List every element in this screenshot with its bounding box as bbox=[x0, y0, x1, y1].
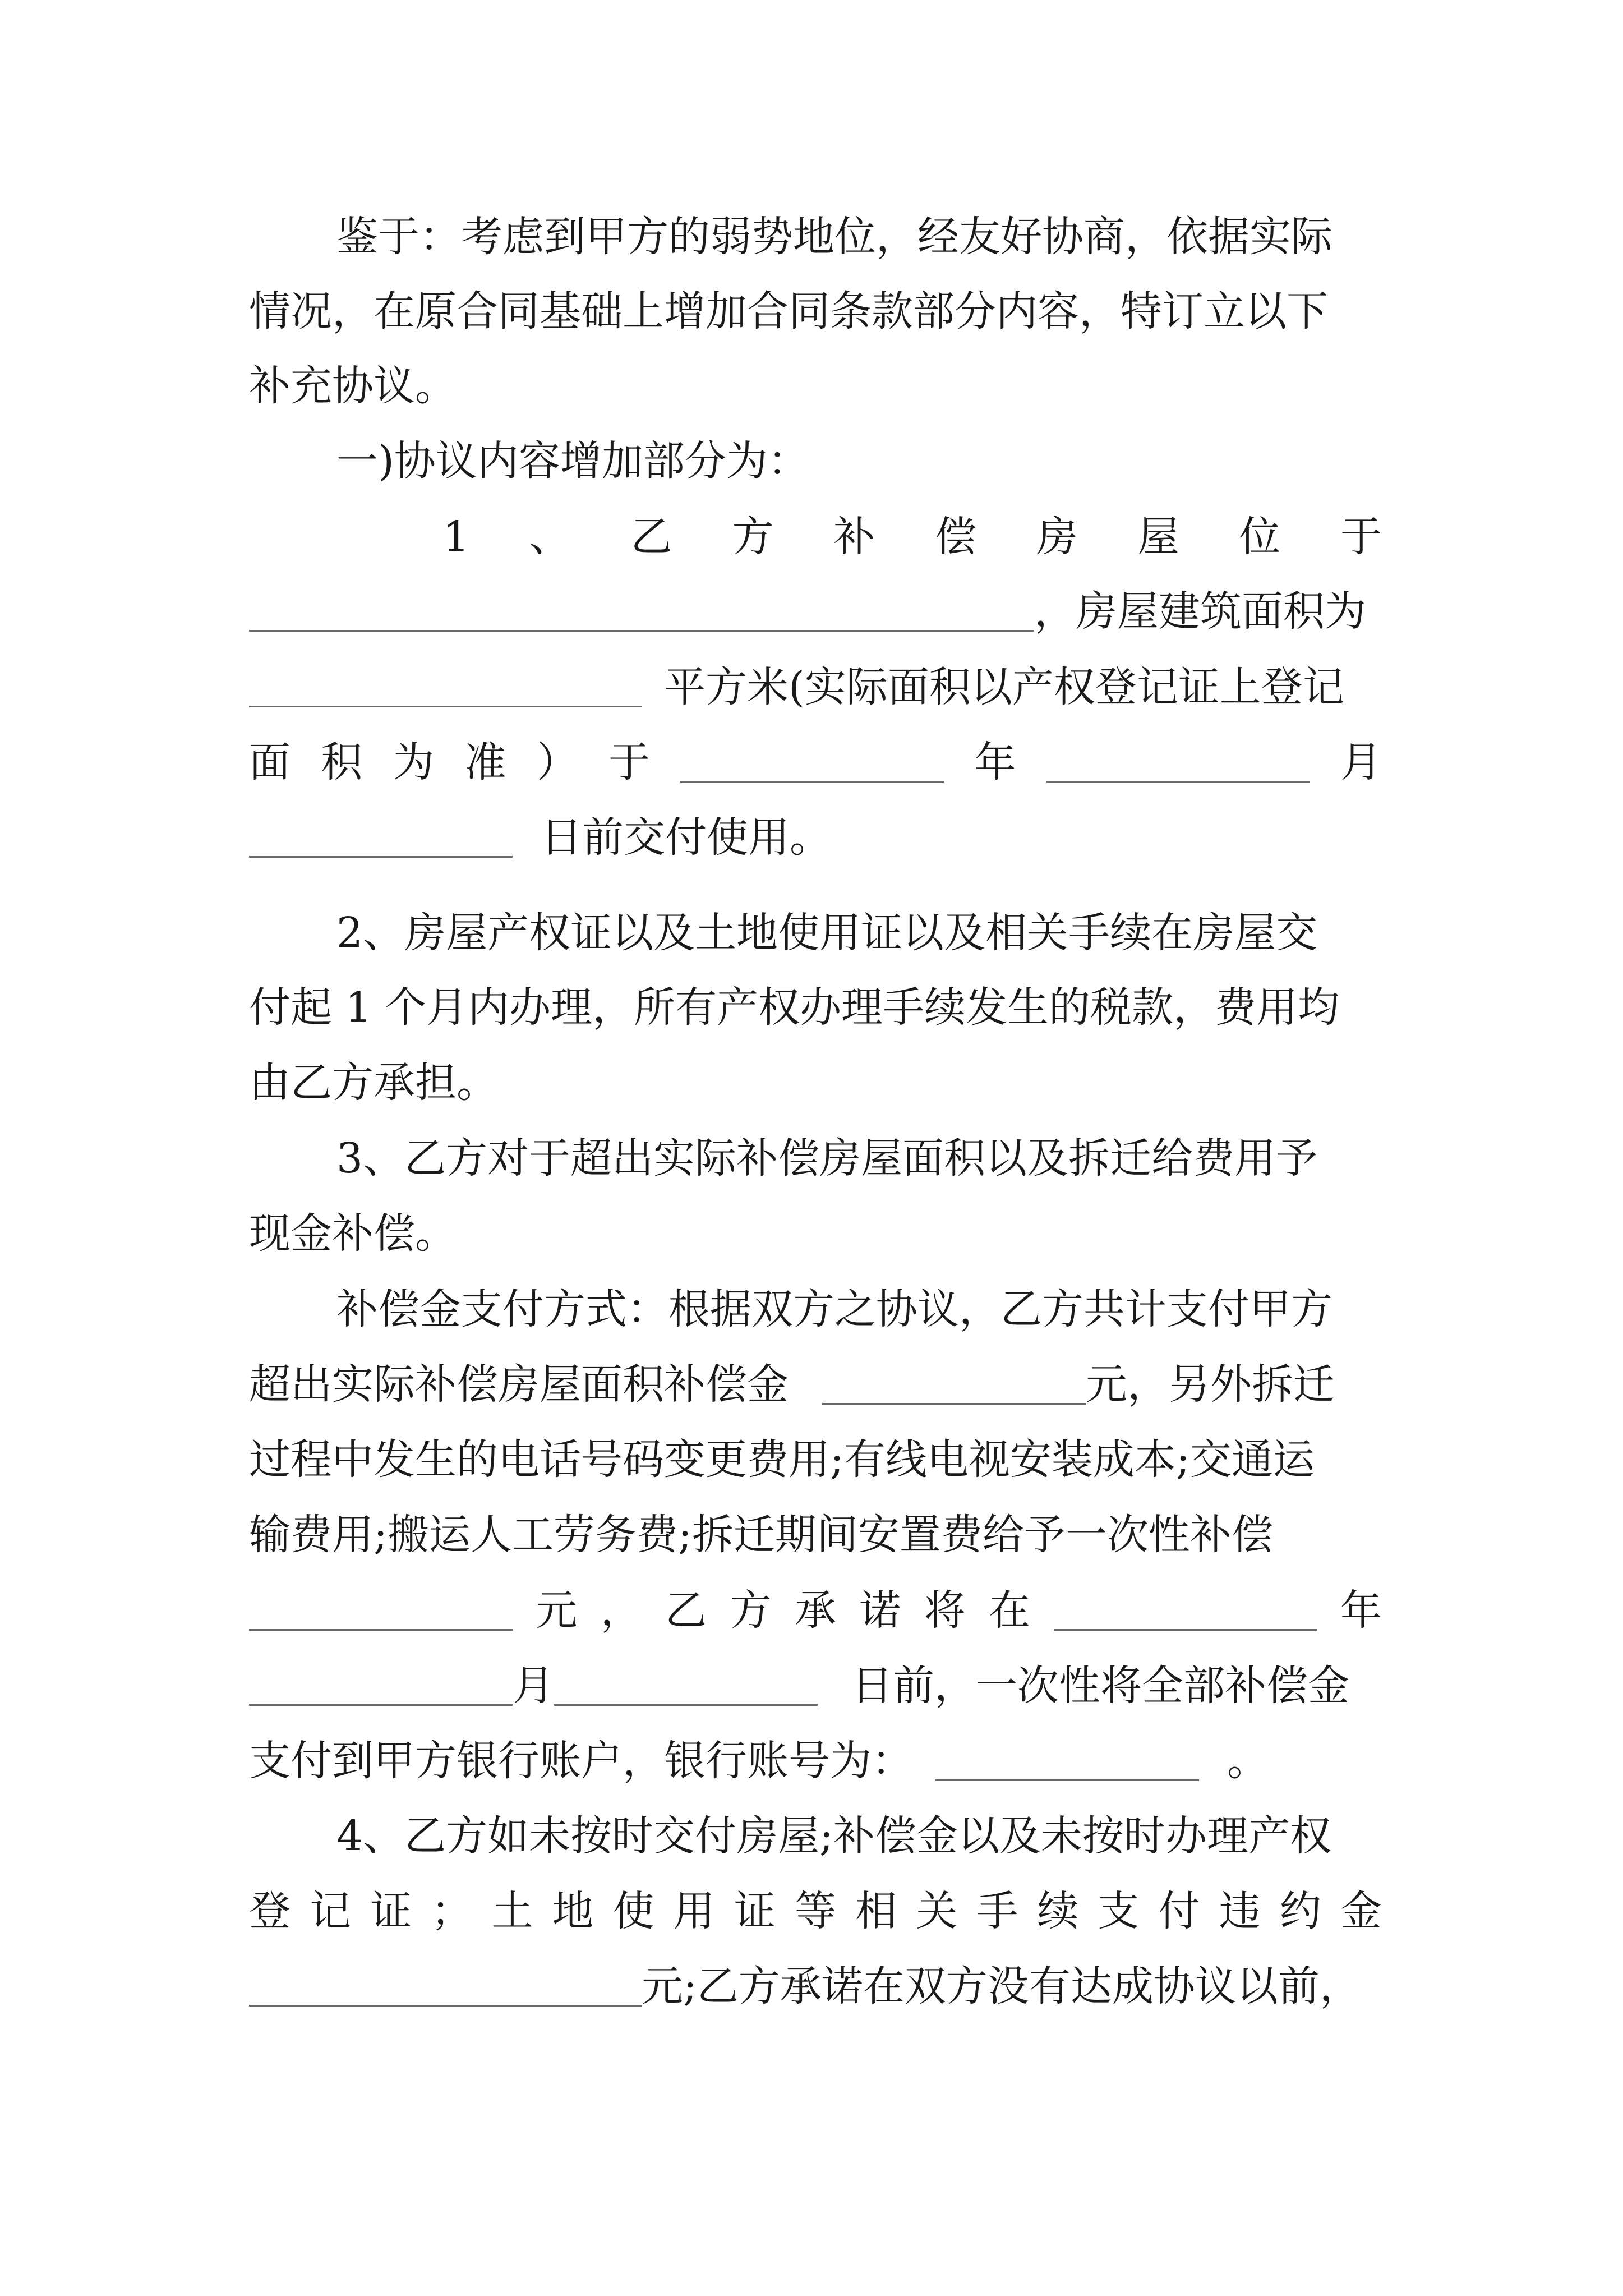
item4-char: 等 bbox=[794, 1887, 836, 1935]
payment-year-blank[interactable] bbox=[1054, 1590, 1317, 1631]
item4-char: 支 bbox=[1098, 1887, 1140, 1935]
payment-yuan-text: 元，另外拆迁 bbox=[1086, 1360, 1335, 1409]
payment-month-blank[interactable] bbox=[249, 1665, 513, 1706]
item4-line-3 bbox=[249, 1958, 1382, 2014]
payment-char: 在 bbox=[989, 1586, 1031, 1635]
excess-compensation-blank[interactable] bbox=[822, 1364, 1086, 1405]
item1-line-4 bbox=[249, 734, 1382, 790]
item1-char: 于 bbox=[608, 738, 651, 786]
item4-char: 续 bbox=[1037, 1887, 1079, 1935]
item4-char: 手 bbox=[976, 1887, 1018, 1935]
item1-char: 、 bbox=[529, 513, 571, 561]
item4-char: 土 bbox=[491, 1887, 533, 1935]
item4-char: 证 bbox=[370, 1887, 412, 1935]
payment-line-1: 补偿金支付方式：根据双方之协议，乙方共计支付甲方 bbox=[336, 1285, 1332, 1333]
item4-char: 金 bbox=[1340, 1887, 1382, 1935]
item1-char: 为 bbox=[393, 738, 435, 786]
area-blank[interactable] bbox=[249, 666, 642, 707]
item1-char: 补 bbox=[833, 513, 875, 561]
item1-line-2 bbox=[249, 583, 1382, 639]
payment-char: ， bbox=[600, 1586, 642, 1635]
delivery-month-blank[interactable] bbox=[1046, 742, 1310, 783]
payment-line-6 bbox=[249, 1658, 1382, 1714]
period: 。 bbox=[1227, 1737, 1269, 1785]
item1-line-5 bbox=[249, 809, 1382, 866]
lump-sum-blank[interactable] bbox=[249, 1590, 513, 1631]
item4-char: 相 bbox=[855, 1887, 897, 1935]
year-label: 年 bbox=[1340, 1586, 1382, 1635]
delivery-year-blank[interactable] bbox=[680, 742, 944, 783]
payment-line-3: 过程中发生的电话号码变更费用;有线电视安装成本;交通运 bbox=[249, 1435, 1315, 1484]
item1-line-3 bbox=[249, 659, 1382, 715]
payment-char: 将 bbox=[924, 1586, 966, 1635]
item1-area-label: ，房屋建筑面积为 bbox=[1034, 587, 1366, 636]
delivery-day-blank[interactable] bbox=[249, 817, 513, 858]
item4-line-2 bbox=[249, 1883, 1382, 1939]
item4-char: 使 bbox=[612, 1887, 654, 1935]
item1-char: 1 bbox=[443, 513, 470, 561]
item1-char: 偿 bbox=[934, 513, 976, 561]
item4-char: 证 bbox=[734, 1887, 776, 1935]
payment-excess-label: 超出实际补偿房屋面积补偿金 bbox=[249, 1360, 789, 1409]
item1-char: 积 bbox=[321, 738, 363, 786]
item4-char: 记 bbox=[310, 1887, 352, 1935]
payment-line-4: 输费用;搬运人工劳务费;拆迁期间安置费给予一次性补偿 bbox=[249, 1511, 1273, 1559]
payment-deadline-text: 日前，一次性将全部补偿金 bbox=[851, 1662, 1349, 1710]
item1-area-unit: 平方米(实际面积以产权登记证上登记 bbox=[664, 663, 1344, 711]
item1-char: 屋 bbox=[1137, 513, 1179, 561]
item1-char: 准 bbox=[464, 738, 506, 786]
item4-char: 地 bbox=[552, 1887, 594, 1935]
month-label: 月 bbox=[513, 1662, 554, 1710]
intro-line-2: 情况，在原合同基础上增加合同条款部分内容，特订立以下 bbox=[249, 287, 1328, 335]
item4-line-1: 4、乙方如未按时交付房屋;补偿金以及未按时办理产权 bbox=[336, 1812, 1332, 1860]
payment-line-5 bbox=[249, 1582, 1382, 1639]
intro-line-3: 补充协议。 bbox=[249, 362, 457, 410]
item4-char: 用 bbox=[673, 1887, 715, 1935]
item1-line-1 bbox=[443, 509, 1382, 565]
item4-char: ； bbox=[431, 1887, 473, 1935]
year-label: 年 bbox=[974, 738, 1016, 786]
payment-char: 元 bbox=[536, 1586, 578, 1635]
item1-char: 房 bbox=[1036, 513, 1078, 561]
item1-char: 面 bbox=[249, 738, 291, 786]
item4-char: 关 bbox=[916, 1887, 958, 1935]
item2-line-1: 2、房屋产权证以及土地使用证以及相关手续在房屋交 bbox=[336, 909, 1318, 957]
item1-delivery-text: 日前交付使用。 bbox=[541, 813, 831, 862]
bank-account-blank[interactable] bbox=[935, 1740, 1199, 1781]
payment-char: 承 bbox=[794, 1586, 836, 1635]
item4-char: 登 bbox=[249, 1887, 291, 1935]
payment-char: 方 bbox=[730, 1586, 772, 1635]
month-label: 月 bbox=[1340, 738, 1382, 786]
item2-line-2: 付起 1 个月内办理，所有产权办理手续发生的税款，费用均 bbox=[249, 983, 1340, 1032]
item1-char: 位 bbox=[1239, 513, 1281, 561]
intro-line-1: 鉴于：考虑到甲方的弱势地位，经友好协商，依据实际 bbox=[336, 213, 1332, 261]
item4-penalty-text: 元;乙方承诺在双方没有达成协议以前， bbox=[642, 1962, 1361, 2010]
item4-char: 付 bbox=[1158, 1887, 1200, 1935]
payment-char: 乙 bbox=[665, 1586, 707, 1635]
bank-account-label: 支付到甲方银行账户，银行账号为： bbox=[249, 1737, 913, 1785]
payment-char: 诺 bbox=[859, 1586, 901, 1635]
section-heading: 一)协议内容增加部分为： bbox=[336, 437, 809, 485]
location-blank[interactable] bbox=[249, 591, 1034, 632]
item1-char: 于 bbox=[1340, 513, 1382, 561]
payment-line-2 bbox=[249, 1356, 1382, 1412]
penalty-blank[interactable] bbox=[249, 1966, 642, 2007]
item1-char: 乙 bbox=[630, 513, 672, 561]
item1-char: 方 bbox=[732, 513, 774, 561]
payment-line-7 bbox=[249, 1733, 1382, 1789]
item3-line-2: 现金补偿。 bbox=[249, 1209, 457, 1258]
payment-day-blank[interactable] bbox=[554, 1665, 818, 1706]
item4-char: 违 bbox=[1219, 1887, 1261, 1935]
item1-char: ） bbox=[536, 738, 578, 786]
item4-char: 约 bbox=[1279, 1887, 1321, 1935]
item2-line-3: 由乙方承担。 bbox=[249, 1059, 498, 1107]
item3-line-1: 3、乙方对于超出实际补偿房屋面积以及拆迁给费用予 bbox=[336, 1134, 1318, 1182]
